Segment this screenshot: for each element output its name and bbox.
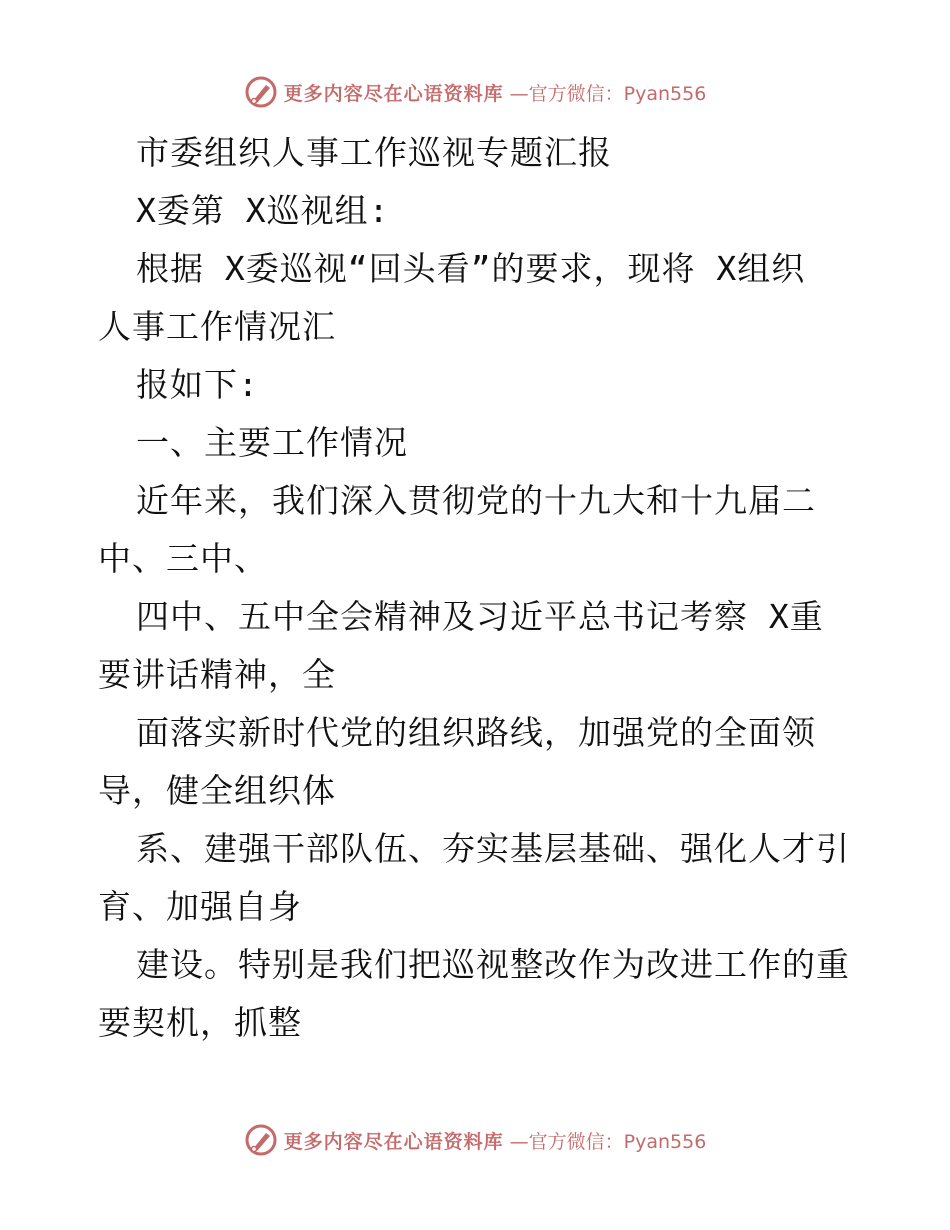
document-title: 市委组织人事工作巡视专题汇报 (136, 133, 612, 172)
document-line: 近年来，我们深入贯彻党的十九大和十九届二 (136, 481, 816, 520)
document-line: 要讲话精神，全 (98, 655, 336, 694)
document-line: 面落实新时代党的组织路线，加强党的全面领 (136, 713, 816, 752)
watermark-main-text: 更多内容尽在心语资料库 (283, 82, 504, 105)
document-line: 要契机，抓整 (98, 1003, 302, 1042)
watermark-sub-text: —官方微信：Pyan556 (509, 1130, 707, 1153)
header-watermark (0, 72, 950, 112)
watermark-sub-text: —官方微信：Pyan556 (509, 82, 707, 105)
document-body (98, 124, 858, 1052)
document-line: 报如下: (136, 365, 259, 404)
pen-logo-icon (244, 1123, 278, 1157)
document-line: 建设。特别是我们把巡视整改作为改进工作的重 (136, 945, 850, 984)
document-line: 育、加强自身 (98, 887, 302, 926)
section-heading: 一、主要工作情况 (136, 423, 408, 462)
document-line: 人事工作情况汇 (98, 307, 336, 346)
document-line: X委第 X巡视组: (136, 191, 390, 230)
document-line: 根据 X委巡视“回头看”的要求，现将 X组织 (136, 249, 806, 288)
document-line: 四中、五中全会精神及习近平总书记考察 X重 (136, 597, 824, 636)
document-line: 导，健全组织体 (98, 771, 336, 810)
document-line: 中、三中、 (98, 539, 268, 578)
watermark-main-text: 更多内容尽在心语资料库 (283, 1130, 504, 1153)
footer-watermark (0, 1120, 950, 1160)
document-line: 系、建强干部队伍、夯实基层基础、强化人才引 (136, 829, 850, 868)
pen-logo-icon (244, 75, 278, 109)
